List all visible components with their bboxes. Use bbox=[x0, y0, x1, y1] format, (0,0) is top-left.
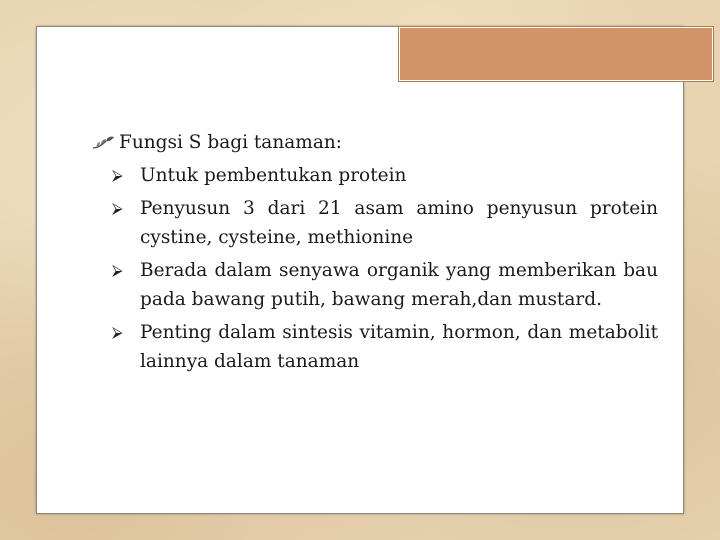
bullet-text: Untuk pembentukan protein bbox=[140, 165, 407, 186]
list-item bbox=[92, 256, 658, 314]
list-item bbox=[92, 194, 658, 252]
arrowhead-bullet-icon: ⮚ bbox=[112, 166, 123, 184]
list-item bbox=[92, 161, 658, 190]
list-item bbox=[92, 318, 658, 376]
heading-line bbox=[92, 128, 658, 157]
arrowhead-bullet-icon: ⮚ bbox=[112, 261, 123, 279]
bullet-text: Berada dalam senyawa organik yang memberikan bau pada bawang putih, bawang merah,dan mustard. bbox=[140, 260, 658, 310]
heading-text: Fungsi S bagi tanaman: bbox=[119, 132, 342, 153]
leaf-vine-icon bbox=[92, 133, 118, 153]
accent-block bbox=[399, 27, 713, 81]
bullet-text: Penyusun 3 dari 21 asam amino penyusun protein cystine, cysteine, methionine bbox=[140, 198, 658, 248]
bullet-list bbox=[92, 161, 658, 376]
bullet-text: Penting dalam sintesis vitamin, hormon, dan metabolit lainnya dalam tanaman bbox=[140, 322, 658, 372]
arrowhead-bullet-icon: ⮚ bbox=[112, 199, 123, 217]
arrowhead-bullet-icon: ⮚ bbox=[112, 323, 123, 341]
slide-content bbox=[92, 128, 658, 380]
